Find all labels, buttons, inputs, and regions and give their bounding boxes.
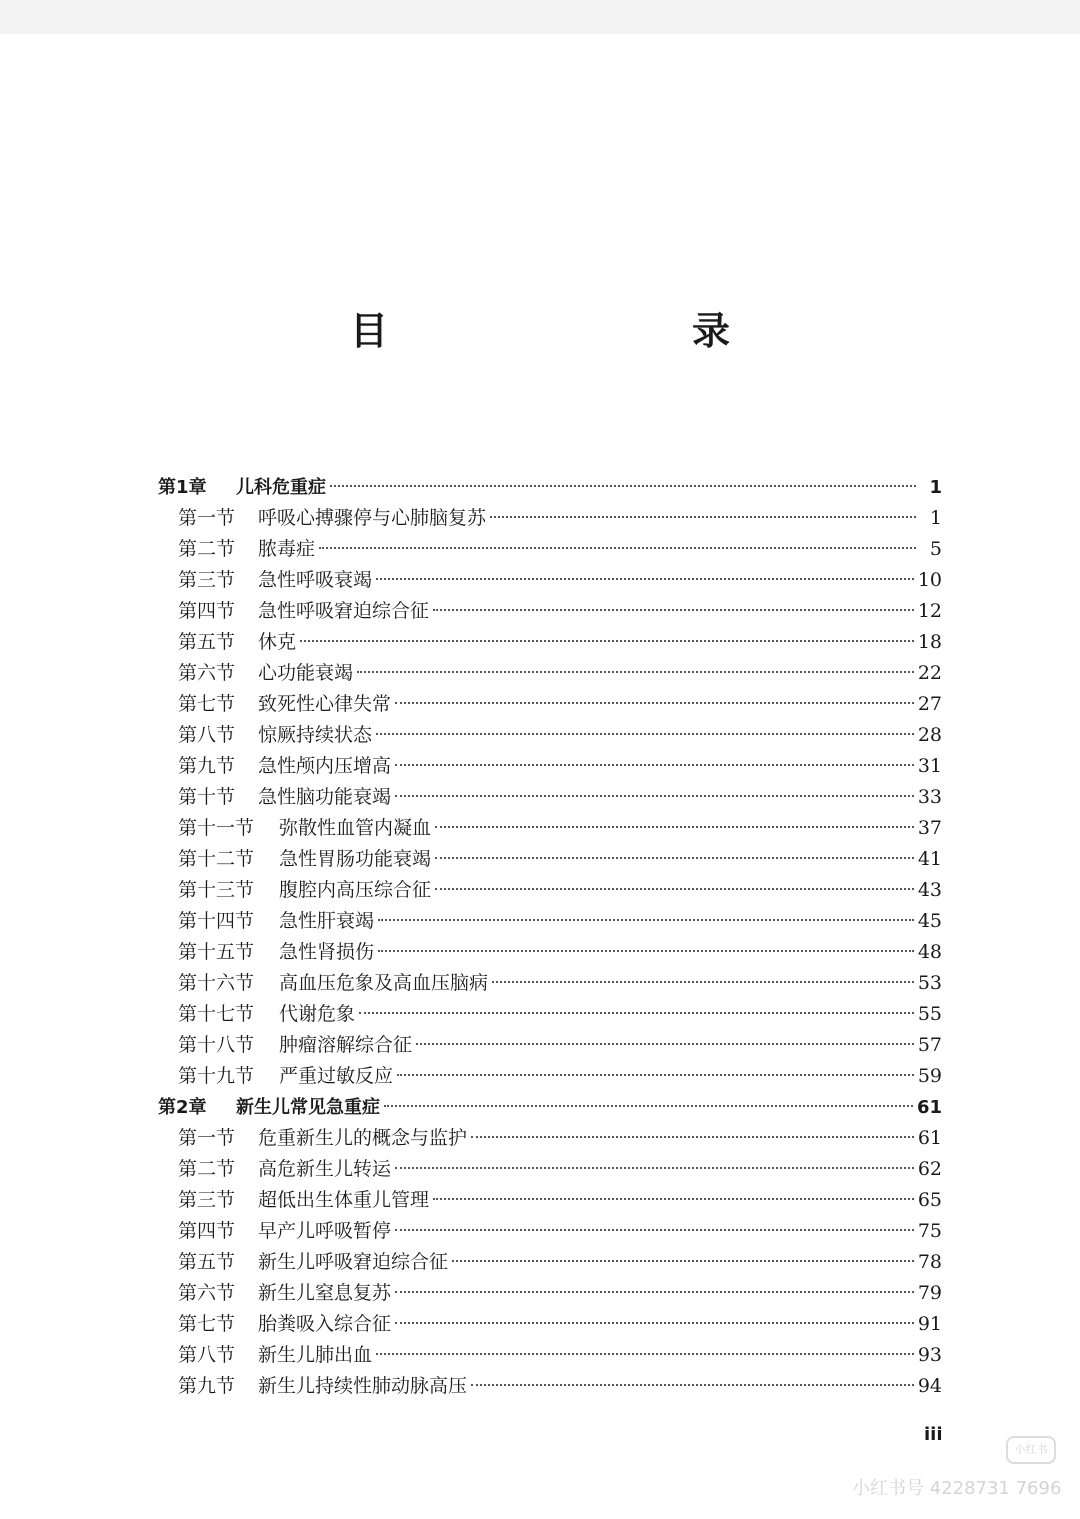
toc-section-row[interactable] (158, 689, 942, 720)
toc-entry-title: 超低出生体重儿管理 (258, 1189, 430, 1211)
toc-page-number: 61 (916, 1097, 942, 1118)
toc-section-row[interactable] (158, 503, 942, 534)
dot-leader (395, 1322, 914, 1324)
toc-entry-label: 第二节 (178, 538, 236, 560)
toc-entry-label: 第十七节 (178, 1003, 255, 1025)
toc-entry-label: 第十九节 (178, 1065, 255, 1087)
toc-section-row[interactable] (158, 813, 942, 844)
toc-section-row[interactable] (158, 627, 942, 658)
toc-page-number: 43 (917, 879, 942, 901)
toc-section-row[interactable] (158, 1154, 942, 1185)
toc-page-number: 12 (917, 600, 942, 622)
toc-page-number: 91 (917, 1313, 942, 1335)
dot-leader (433, 609, 914, 611)
page-number: iii (924, 1424, 943, 1445)
toc-page-number: 59 (917, 1065, 942, 1087)
toc-entry-title: 急性胃肠功能衰竭 (279, 848, 432, 870)
toc-page-number: 62 (917, 1158, 942, 1180)
toc-page-number: 18 (917, 631, 942, 653)
dot-leader (435, 888, 914, 890)
toc-section-row[interactable] (158, 1216, 942, 1247)
toc-entry-title: 新生儿持续性肺动脉高压 (258, 1375, 468, 1397)
dot-leader (359, 1012, 914, 1014)
toc-entry-label: 第三节 (178, 1189, 236, 1211)
toc-page-number: 94 (917, 1375, 942, 1397)
toc-page-number: 65 (917, 1189, 942, 1211)
toc-entry-title: 高危新生儿转运 (258, 1158, 392, 1180)
toc-page-number: 93 (917, 1344, 942, 1366)
toc-entry-label: 第四节 (178, 1220, 236, 1242)
toc-page-number: 57 (917, 1034, 942, 1056)
toc-entry-label: 第十四节 (178, 910, 255, 932)
toc-entry-label: 第十三节 (178, 879, 255, 901)
toc-entry-title: 高血压危象及高血压脑病 (279, 972, 489, 994)
toc-entry-title: 代谢危象 (279, 1003, 356, 1025)
toc-section-row[interactable] (158, 968, 942, 999)
dot-leader (330, 485, 916, 487)
toc-page-number: 78 (917, 1251, 942, 1273)
toc-entry-title: 心功能衰竭 (258, 662, 354, 684)
toc-entry-label: 第五节 (178, 1251, 236, 1273)
dot-leader (357, 671, 914, 673)
toc-entry-label: 第八节 (178, 1344, 236, 1366)
toc-section-row[interactable] (158, 844, 942, 875)
toc-entry-label: 第十八节 (178, 1034, 255, 1056)
dot-leader (319, 547, 916, 549)
toc-entry-title: 急性肾损伤 (279, 941, 375, 963)
dot-leader (395, 795, 914, 797)
toc-entry-title: 急性肝衰竭 (279, 910, 375, 932)
toc-entry-label: 第十节 (178, 786, 236, 808)
toc-section-row[interactable] (158, 658, 942, 689)
toc-page-number: 75 (917, 1220, 942, 1242)
toc-entry-title: 新生儿肺出血 (258, 1344, 373, 1366)
dot-leader (378, 950, 914, 952)
toc-entry-title: 儿科危重症 (236, 477, 326, 498)
toc-entry-title: 致死性心律失常 (258, 693, 392, 715)
toc-entry-label: 第九节 (178, 755, 236, 777)
toc-entry-title: 急性呼吸窘迫综合征 (258, 600, 430, 622)
page-title: 目 录 (349, 309, 806, 353)
toc-entry-label: 第2章 (158, 1097, 207, 1118)
toc-entry-title: 弥散性血管内凝血 (279, 817, 432, 839)
toc-entry-label: 第五节 (178, 631, 236, 653)
toc-entry-label: 第二节 (178, 1158, 236, 1180)
toc-entry-title: 惊厥持续状态 (258, 724, 373, 746)
toc-section-row[interactable] (158, 720, 942, 751)
toc-entry-label: 第一节 (178, 1127, 236, 1149)
toc-section-row[interactable] (158, 1123, 942, 1154)
toc-entry-title: 呼吸心搏骤停与心肺脑复苏 (258, 507, 487, 529)
toc-section-row[interactable] (158, 1278, 942, 1309)
toc-page-number: 53 (917, 972, 942, 994)
dot-leader (395, 702, 914, 704)
toc-page-number: 31 (917, 755, 942, 777)
dot-leader (471, 1384, 914, 1386)
toc-page-number: 22 (917, 662, 942, 684)
dot-leader (395, 1167, 914, 1169)
dot-leader (416, 1043, 914, 1045)
toc-section-row[interactable] (158, 782, 942, 813)
toc-chapter-row[interactable] (158, 1092, 942, 1123)
toc-entry-title: 肿瘤溶解综合征 (279, 1034, 413, 1056)
toc-page-number: 28 (917, 724, 942, 746)
dot-leader (490, 516, 916, 518)
dot-leader (376, 733, 914, 735)
toc-entry-label: 第七节 (178, 1313, 236, 1335)
toc-page-number: 27 (917, 693, 942, 715)
toc-page-number: 41 (917, 848, 942, 870)
dot-leader (492, 981, 914, 983)
top-strip (0, 0, 1080, 34)
toc-entry-title: 危重新生儿的概念与监护 (258, 1127, 468, 1149)
toc-entry-title: 休克 (258, 631, 297, 653)
toc-entry-label: 第九节 (178, 1375, 236, 1397)
toc-page-number: 10 (917, 569, 942, 591)
toc-page-number: 1 (929, 507, 942, 529)
dot-leader (300, 640, 914, 642)
toc-entry-label: 第1章 (158, 477, 207, 498)
dot-leader (378, 919, 914, 921)
dot-leader (395, 1291, 914, 1293)
toc-entry-title: 急性脑功能衰竭 (258, 786, 392, 808)
dot-leader (452, 1260, 914, 1262)
toc-page-number: 33 (917, 786, 942, 808)
toc-entry-title: 急性呼吸衰竭 (258, 569, 373, 591)
toc-entry-title: 脓毒症 (258, 538, 316, 560)
toc-entry-title: 新生儿窒息复苏 (258, 1282, 392, 1304)
toc-page-number: 1 (929, 477, 942, 498)
watermark-text: 小红书号 4228731 7696 (852, 1478, 1062, 1499)
watermark-logo: 小红书 (1006, 1436, 1056, 1464)
toc-entry-label: 第三节 (178, 569, 236, 591)
toc-section-row[interactable] (158, 1185, 942, 1216)
toc-section-row[interactable] (158, 1030, 942, 1061)
toc-section-row[interactable] (158, 937, 942, 968)
toc-entry-title: 早产儿呼吸暂停 (258, 1220, 392, 1242)
toc-entry-title: 胎粪吸入综合征 (258, 1313, 392, 1335)
toc-entry-label: 第十二节 (178, 848, 255, 870)
toc-chapter-row[interactable] (158, 472, 942, 503)
toc-entry-label: 第八节 (178, 724, 236, 746)
toc-section-row[interactable] (158, 1309, 942, 1340)
toc-section-row[interactable] (158, 999, 942, 1030)
table-of-contents (158, 472, 942, 1402)
dot-leader (397, 1074, 914, 1076)
toc-page-number: 79 (917, 1282, 942, 1304)
dot-leader (395, 1229, 914, 1231)
dot-leader (384, 1105, 913, 1107)
toc-entry-label: 第十六节 (178, 972, 255, 994)
toc-page-number: 37 (917, 817, 942, 839)
toc-section-row[interactable] (158, 1061, 942, 1092)
dot-leader (435, 826, 914, 828)
toc-entry-title: 严重过敏反应 (279, 1065, 394, 1087)
toc-entry-label: 第七节 (178, 693, 236, 715)
toc-section-row[interactable] (158, 596, 942, 627)
toc-entry-title: 腹腔内高压综合征 (279, 879, 432, 901)
toc-section-row[interactable] (158, 906, 942, 937)
toc-page-number: 55 (917, 1003, 942, 1025)
toc-entry-title: 急性颅内压增高 (258, 755, 392, 777)
dot-leader (433, 1198, 914, 1200)
toc-entry-label: 第六节 (178, 1282, 236, 1304)
toc-entry-label: 第十五节 (178, 941, 255, 963)
dot-leader (435, 857, 914, 859)
dot-leader (395, 764, 914, 766)
dot-leader (376, 578, 914, 580)
toc-section-row[interactable] (158, 565, 942, 596)
toc-entry-label: 第一节 (178, 507, 236, 529)
toc-entry-label: 第四节 (178, 600, 236, 622)
toc-entry-title: 新生儿呼吸窘迫综合征 (258, 1251, 449, 1273)
toc-page-number: 61 (917, 1127, 942, 1149)
toc-page-number: 5 (929, 538, 942, 560)
toc-page-number: 48 (917, 941, 942, 963)
toc-section-row[interactable] (158, 1340, 942, 1371)
toc-entry-title: 新生儿常见急重症 (236, 1097, 380, 1118)
toc-page-number: 45 (917, 910, 942, 932)
toc-entry-label: 第十一节 (178, 817, 255, 839)
toc-entry-label: 第六节 (178, 662, 236, 684)
dot-leader (376, 1353, 914, 1355)
toc-section-row[interactable] (158, 751, 942, 782)
dot-leader (471, 1136, 914, 1138)
toc-section-row[interactable] (158, 1371, 942, 1402)
toc-section-row[interactable] (158, 875, 942, 906)
toc-section-row[interactable] (158, 1247, 942, 1278)
toc-section-row[interactable] (158, 534, 942, 565)
